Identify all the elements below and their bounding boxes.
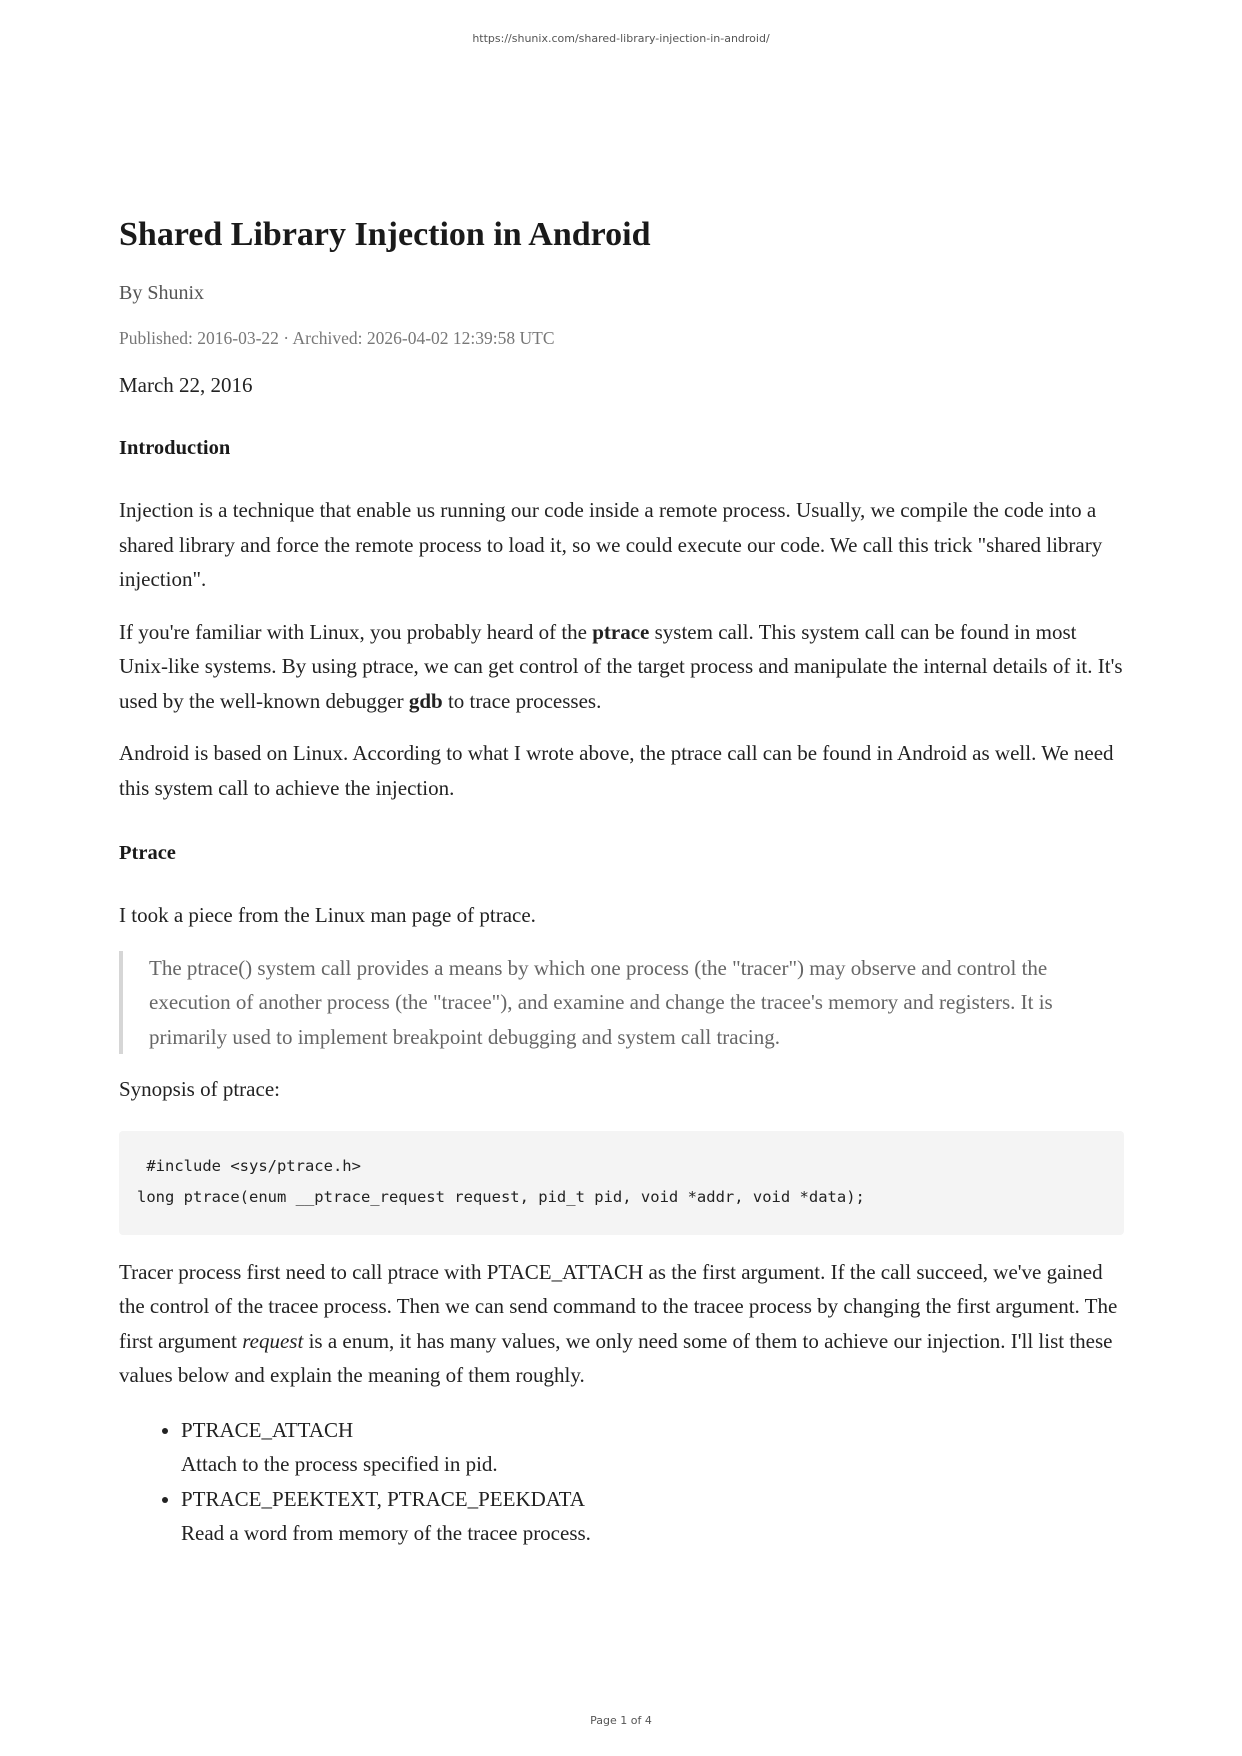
paragraph-man-page: I took a piece from the Linux man page of ptrace. [119,903,536,927]
ptrace-request-list [119,1413,1124,1551]
article-title: Shared Library Injection in Android [119,216,651,253]
text-run: Tracer process first need to call ptrace with PTACE_ATTACH as the first argument. If the call succeed, we've gained the control of the tracee process. Then we can send command to the tracee process by changing the first argument. The first argument [119,1259,1118,1353]
list-item-name: PTRACE_ATTACH [181,1417,354,1442]
byline: By Shunix [119,282,205,304]
list-item-desc: Read a word from memory of the tracee process. [181,1521,591,1545]
paragraph-ptrace-intro [119,615,1124,719]
quote-text: The ptrace() system call provides a means by which one process (the "tracer") may observe and control the execution of another process (the "tracee"), and examine and change the tracee's memory and registers. It is primarily used to implement breakpoint debugging and system call tracing. [149,955,1053,1049]
page-number: Page 1 of 4 [590,1714,652,1727]
paragraph-android: Android is based on Linux. According to what I wrote above, the ptrace call can be found in Android as well. We need this system call to achieve the injection. [119,741,1114,800]
man-page-quote [119,951,1069,1055]
bold-ptrace: ptrace [592,619,650,644]
paragraph-tracer [119,1255,1124,1393]
paragraph-injection: Injection is a technique that enable us running our code inside a remote process. Usually, we compile the code into a shared library and force the remote process to load it, so we could execute our code. We call this trick "shared library injection". [119,498,1103,591]
text-run: to trace processes. [442,688,602,713]
list-item [181,1482,1124,1551]
bold-gdb: gdb [408,688,443,713]
text-run: If you're familiar with Linux, you probably heard of the [119,619,593,644]
heading-introduction: Introduction [119,437,231,459]
text-run: is a enum, it has many values, we only need some of them to achieve our injection. I'll list these values below and explain the meaning of them roughly. [119,1328,1113,1387]
list-item [181,1413,1124,1482]
list-item-desc: Attach to the process specified in pid. [181,1452,498,1476]
publish-meta: Published: 2016-03-22 · Archived: 2026-04-02 12:39:58 UTC [119,328,555,348]
text-run: system call. This system call can be found in most Unix-like systems. By using ptrace, we can get control of the target process and manipulate the internal details of it. It's used by the well-known debugger [119,619,1123,713]
article [119,212,1124,1551]
page-url: https://shunix.com/shared-library-injection-in-android/ [472,32,770,45]
paragraph-synopsis: Synopsis of ptrace: [119,1077,280,1101]
post-date: March 22, 2016 [119,373,253,397]
list-item-name: PTRACE_PEEKTEXT, PTRACE_PEEKDATA [181,1486,585,1511]
heading-ptrace: Ptrace [119,842,176,864]
italic-request: request [242,1328,304,1353]
code-block: #include <sys/ptrace.h> long ptrace(enum __ptrace_request request, pid_t pid, void *addr, void *data); [119,1131,1124,1235]
